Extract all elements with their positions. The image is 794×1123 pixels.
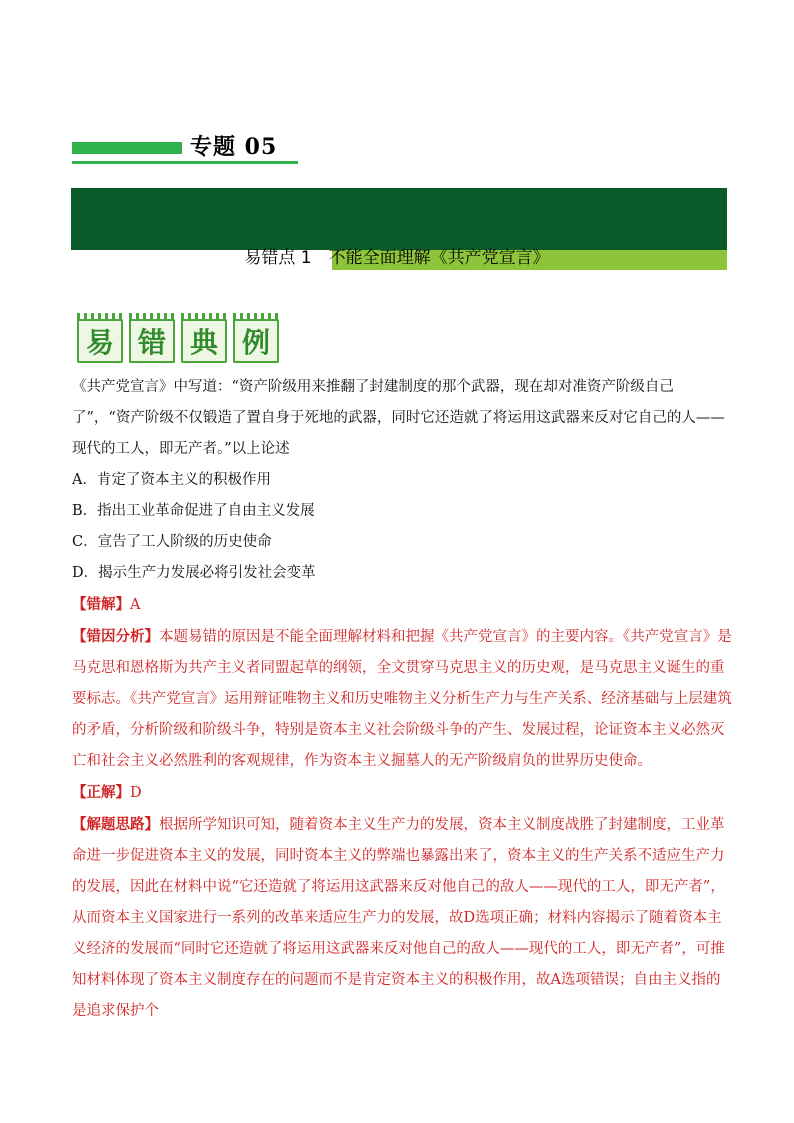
topic-underline [72, 161, 298, 164]
notepad-badge-icon [127, 313, 175, 361]
wrong-answer-value: A [130, 597, 141, 613]
typical-error-badges [75, 313, 279, 361]
badge-glyph: 典 [189, 326, 218, 359]
correct-answer-tag: 【正解】 [72, 784, 130, 801]
solution [72, 809, 732, 1027]
correct-answer-value: D [130, 785, 142, 801]
solution-tag: 【解题思路】 [72, 816, 159, 833]
wrong-answer-tag: 【错解】 [72, 596, 130, 613]
title-banner [71, 188, 727, 250]
correct-answer-line [72, 777, 732, 809]
wrong-answer-line [72, 589, 732, 621]
error-analysis [72, 621, 732, 777]
notepad-badge-icon [179, 313, 227, 361]
solution-text: 根据所学知识可知，随着资本主义生产力的发展，资本主义制度战胜了封建制度，工业革命进一步促进资本主义的发展，同时资本主义的弊端也暴露出来了，资本主义的生产关系不适应生产力的发展，因此在材料中说“它还造就了将运用这武器来反对他自己的敌人——现代的工人，即无产者”，从而资本主义国家进行一系列的改革来适应生产力的发展，故D选项正确；材料内容揭示了随着资本主义经济的发展而“同时它还造就了将运用这武器来反对他自己的敌人——现代的工人，即无产者”，可推知材料体现了资本主义制度存在的问题而不是肯定资本主义的积极作用，故A选项错误；自由主义指的是追求保护个 [72, 817, 725, 1019]
badge-glyph: 例 [241, 326, 270, 359]
notepad-badge-icon [75, 313, 123, 361]
notepad-badge-icon [231, 313, 279, 361]
option-d: D．揭示生产力发展必将引发社会变革 [72, 565, 316, 581]
question-content [72, 372, 732, 1027]
topic-accent-bar [72, 142, 182, 154]
topic-label: 专题 05 [190, 134, 278, 160]
question-stem: 《共产党宣言》中写道：“资产阶级用来推翻了封建制度的那个武器，现在却对准资产阶级自己了”，“资产阶级不仅锻造了置自身于死地的武器，同时它还造就了将运用这武器来反对它自己的人——现代的工人，即无产者。”以上论述 [72, 379, 725, 457]
error-analysis-text: 本题易错的原因是不能全面理解材料和把握《共产党宣言》的主要内容。《共产党宣言》是马克思和恩格斯为共产主义者同盟起草的纲领，全文贯穿马克思主义的历史观，是马克思主义诞生的重要标志。《共产党宣言》运用辩证唯物主义和历史唯物主义分析生产力与生产关系、经济基础与上层建筑的矛盾，分析阶级和阶级斗争，特别是资本主义社会阶级斗争的产生、发展过程，论证资本主义必然灭亡和社会主义必然胜利的客观规律，作为资本主义掘墓人的无产阶级肩负的世界历史使命。 [72, 629, 732, 769]
badge-glyph: 错 [137, 326, 166, 359]
section-title: 易错点 1 不能全面理解《共产党宣言》 [244, 248, 550, 268]
error-analysis-tag: 【错因分析】 [72, 628, 159, 645]
badge-glyph: 易 [85, 326, 114, 359]
option-b: B．指出工业革命促进了自由主义发展 [72, 503, 315, 519]
option-c: C．宣告了工人阶级的历史使命 [72, 534, 272, 550]
option-a: A．肯定了资本主义的积极作用 [72, 472, 271, 488]
